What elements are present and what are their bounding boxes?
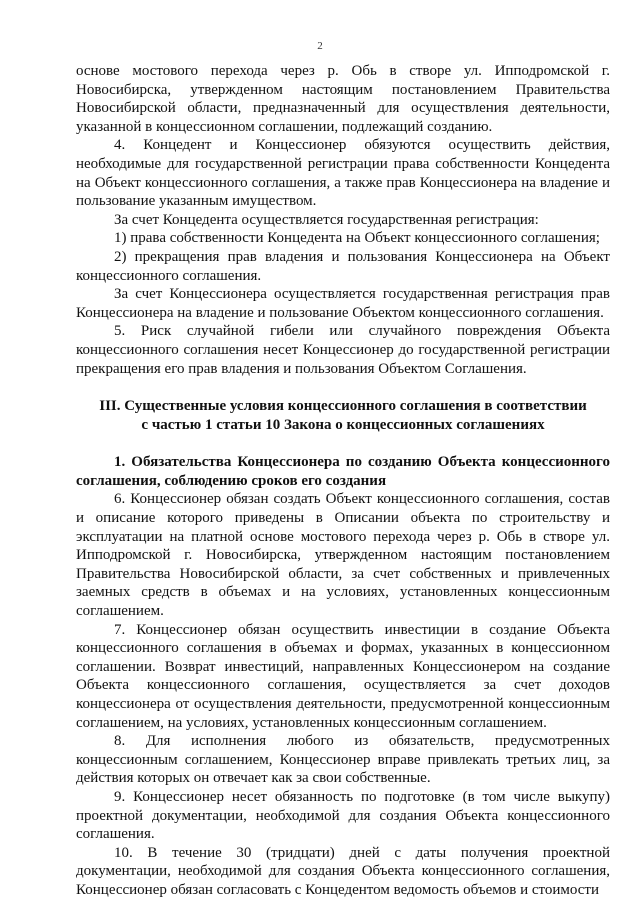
paragraph-registration-concedent: За счет Концедента осуществляется государственная регистрация: [114,211,539,228]
paragraph-10: 10. В течение 30 (тридцати) дней с даты получения проектной документации, необходимой для создания Объекта концессионного соглашения, Концессионер обязан согласовать с Концедентом ведомость объемов и стоимости [76,844,610,898]
subsection-heading: 1. Обязательства Концессионера по созданию Объекта концессионного соглашения, соблюдению сроков его создания [76,454,610,489]
list-item-1: 1) права собственности Концедента на Объект концессионного соглашения; [114,230,600,247]
paragraph-6: 6. Концессионер обязан создать Объект концессионного соглашения, состав и описание которого приведены в Описании объекта по строительству и эксплуатации на платной основе мостового перехода через р. Обь в створе ул. Ипподромской г. Новосибирска, утвержденном настоящим постановлением Правительства Новосибирской области, за счет собственных и привлеченных заемных средств в объемах и на условиях, установленных концессионным соглашением. [76,491,610,620]
document-body [76,62,610,900]
page-number: 2 [317,40,323,52]
paragraph-9: 9. Концессионер несет обязанность по подготовке (в том числе выкупу) проектной документации, необходимой для создания Объекта концессионного соглашения. [76,788,610,843]
section-heading-line-2: с частью 1 статьи 10 Закона о концессионных соглашениях [141,416,545,433]
paragraph-continuation: основе мостового перехода через р. Обь в створе ул. Ипподромской г. Новосибирска, утвержденном настоящим постановлением Правительства Новосибирской области, предназначенный для осуществления деятельности, указанной в концессионном соглашении, подлежащий созданию. [76,63,610,135]
section-heading-line-1: III. Существенные условия концессионного соглашения в соответствии [99,398,587,415]
paragraph-5: 5. Риск случайной гибели или случайного повреждения Объекта концессионного соглашения несет Концессионер до государственной регистрации прекращения его прав владения и пользования Объектом Соглашения. [76,323,610,377]
section-heading [76,397,610,434]
paragraph-registration-concessionaire: За счет Концессионера осуществляется государственная регистрация прав Концессионера на владение и пользование Объектом концессионного соглашения. [76,286,610,321]
paragraph-4: 4. Концедент и Концессионер обязуются осуществить действия, необходимые для государственной регистрации права собственности Концедента на Объект концессионного соглашения, а также прав Концессионера на владение и пользование указанным имуществом. [76,137,610,210]
paragraph-8: 8. Для исполнения любого из обязательств, предусмотренных концессионным соглашением, Концессионер вправе привлекать третьих лиц, за действия которых он отвечает как за свои собственные. [76,733,610,787]
paragraph-7: 7. Концессионер обязан осуществить инвестиции в создание Объекта концессионного соглашения в объемах и формах, указанных в концессионном соглашении. Возврат инвестиций, направленных Концессионером на создание Объекта концессионного соглашения, осуществляется за счет доходов концессионера от осуществления деятельности, предусмотренной концессионным соглашением, на условиях, установленных концессионным соглашением. [76,621,610,731]
list-item-2: 2) прекращения прав владения и пользования Концессионера на Объект концессионного соглашения. [76,248,610,284]
